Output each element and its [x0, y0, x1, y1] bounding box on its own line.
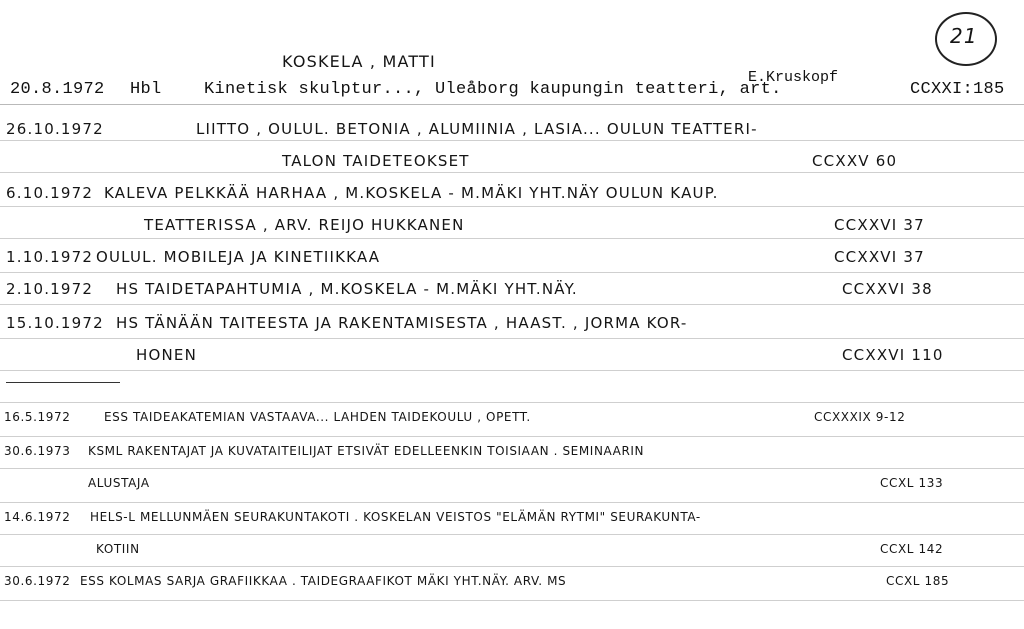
entry-date: 30.6.1972 — [4, 574, 71, 588]
entry-reference: CCXL 142 — [880, 542, 944, 556]
card-number: 21 — [950, 24, 978, 48]
typed-date: 20.8.1972 — [10, 80, 105, 99]
entry-date: 30.6.1973 — [4, 444, 71, 458]
entry-date: 16.5.1972 — [4, 410, 71, 424]
ruled-line — [0, 238, 1024, 239]
ruled-line — [0, 436, 1024, 437]
entry-date: 6.10.1972 — [6, 184, 94, 202]
section-separator — [6, 382, 120, 383]
entry-reference: CCXXVI 38 — [842, 280, 933, 298]
ruled-line — [0, 402, 1024, 403]
entry-reference: CCXXVI 110 — [842, 346, 944, 364]
entry-text: LIITTO , OULUL. BETONIA , ALUMIINIA , LASIA... OULUN TEATTERI- — [196, 120, 758, 138]
ruled-line — [0, 468, 1024, 469]
entry-text: TEATTERISSA , ARV. REIJO HUKKANEN — [144, 216, 465, 234]
entry-date: 2.10.1972 — [6, 280, 94, 298]
typed-source: Hbl — [130, 80, 162, 99]
ruled-line — [0, 304, 1024, 305]
ruled-line — [0, 172, 1024, 173]
entry-text: ESS TAIDEAKATEMIAN VASTAAVA... LAHDEN TAIDEKOULU , OPETT. — [104, 410, 531, 424]
entry-text: KSML RAKENTAJAT JA KUVATAITEILIJAT ETSIVÄT EDELLEENKIN TOISIAAN . SEMINAARIN — [88, 444, 645, 458]
entry-text: HS TAIDETAPAHTUMIA , M.KOSKELA - M.MÄKI YHT.NÄY. — [116, 280, 578, 298]
entry-text: OULUL. MOBILEJA JA KINETIIKKAA — [96, 248, 381, 266]
entry-date: 26.10.1972 — [6, 120, 104, 138]
entry-reference: CCXXVI 37 — [834, 216, 925, 234]
entry-reference: CCXXVI 37 — [834, 248, 925, 266]
entry-date: 1.10.1972 — [6, 248, 94, 266]
entry-reference: CCXL 185 — [886, 574, 950, 588]
ruled-line — [0, 104, 1024, 105]
entry-text: TALON TAIDETEOKSET — [282, 152, 470, 170]
entry-text: KALEVA PELKKÄÄ HARHAA , M.KOSKELA - M.MÄKI YHT.NÄY OULUN KAUP. — [104, 184, 719, 202]
entry-text: HONEN — [136, 346, 198, 364]
ruled-line — [0, 566, 1024, 567]
typed-author: E.Kruskopf — [748, 69, 839, 86]
entry-text: ESS KOLMAS SARJA GRAFIIKKAA . TAIDEGRAAFIKOT MÄKI YHT.NÄY. ARV. MS — [80, 574, 567, 588]
ruled-line — [0, 338, 1024, 339]
ruled-line — [0, 534, 1024, 535]
entry-reference: CCXL 133 — [880, 476, 944, 490]
entry-date: 15.10.1972 — [6, 314, 104, 332]
ruled-line — [0, 600, 1024, 601]
entry-reference: CCXXXIX 9-12 — [814, 410, 906, 424]
typed-title: Kinetisk skulptur..., Uleåborg kaupungin teatteri, art. — [204, 80, 782, 99]
entry-reference: CCXXV 60 — [812, 152, 898, 170]
ruled-line — [0, 370, 1024, 371]
ruled-line — [0, 502, 1024, 503]
entry-text: ALUSTAJA — [88, 476, 150, 490]
ruled-line — [0, 206, 1024, 207]
entry-date: 14.6.1972 — [4, 510, 71, 524]
ruled-line — [0, 140, 1024, 141]
typed-reference: CCXXI:185 — [910, 80, 1005, 99]
entry-text: KOTIIN — [96, 542, 140, 556]
ruled-line — [0, 272, 1024, 273]
entry-text: HS TÄNÄÄN TAITEESTA JA RAKENTAMISESTA , HAAST. , JORMA KOR- — [116, 314, 688, 332]
entry-text: HELS-L MELLUNMÄEN SEURAKUNTAKOTI . KOSKELAN VEISTOS "ELÄMÄN RYTMI" SEURAKUNTA- — [90, 510, 701, 524]
card-heading-name: KOSKELA , MATTI — [282, 52, 436, 71]
